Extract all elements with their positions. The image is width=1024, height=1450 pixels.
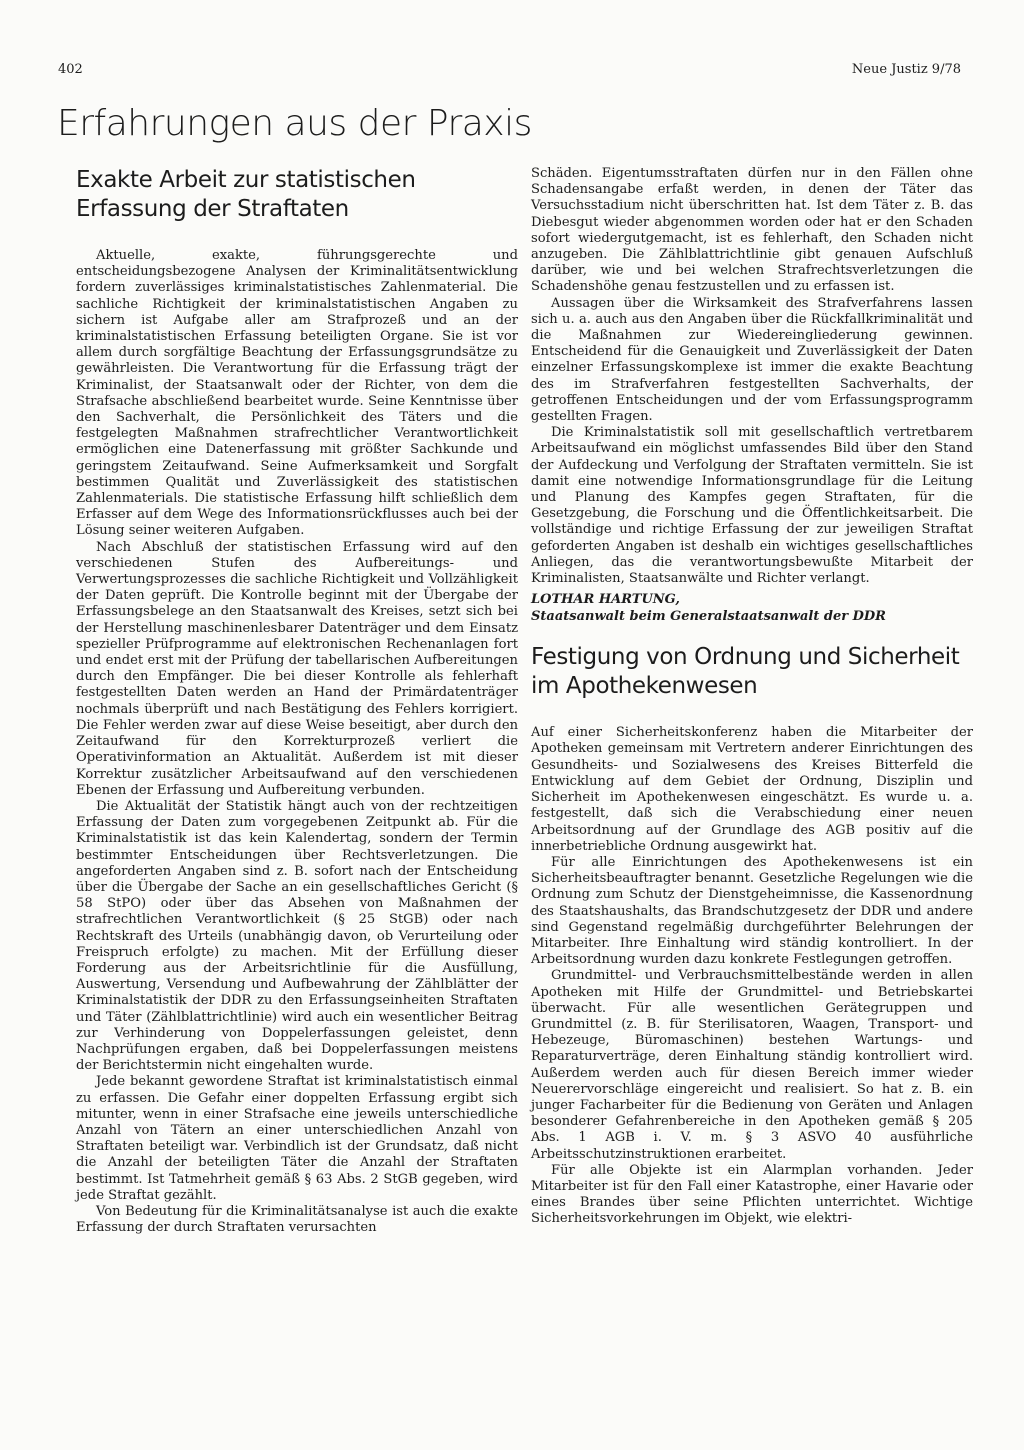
article2-paragraph: Grundmittel- und Verbrauchsmittelbestände werden in allen Apotheken mit Hilfe der Grundmittel- und Betriebskartei überwacht. Für alle wesentlichen Gerätegruppen und Grundmittel (z. B. für Sterilisatoren, Waagen, Transport- und Hebezeuge, Büromaschinen) bestehen Wartungs- und Reparaturverträge, deren Einhaltung ständig kontrolliert wird. Außerdem werden auch für diesen Bereich immer wieder Neuerervorschläge eingereicht und realisiert. So hat z. B. ein junger Facharbeiter für die Bedienung von Geräten und Anlagen besonderer Gefahrenbereiche in den Apotheken gemäß § 205 Abs. 1 AGB i. V. m. § 3 ASVO 40 ausführliche Arbeitsschutzinstruktionen erarbeitet. bbox=[531, 968, 973, 1162]
article2-paragraph: Für alle Einrichtungen des Apothekenwesens ist ein Sicherheitsbeauftragter benannt. Gesetzliche Regelungen wie die Ordnung zum Schutz der Dienstgeheimnisse, die Kassenordnung des Staatshaushalts, das Brandschutzgesetz der DDR und andere sind Gegenstand regelmäßig durchgeführter Belehrungen der Mitarbeiter. Ihre Einhaltung wird ständig kontrolliert. In der Arbeitsordnung wurden dazu konkrete Festlegungen getroffen. bbox=[531, 854, 973, 968]
article1-paragraph: Jede bekannt gewordene Straftat ist kriminalstatistisch einmal zu erfassen. Die Gefahr einer doppelten Erfassung ergibt sich mitunter, wenn in einer Strafsache eine jeweils unterschiedliche Anzahl von Tätern an einer unterschiedlichen Anzahl von Straftaten beteiligt war. Verbindlich ist der Grundsatz, daß nicht die Anzahl der beteiligten Täter die Anzahl der Straftaten bestimmt. Ist Tatmehrheit gemäß § 63 Abs. 2 StGB gegeben, wird jede Straftat gezählt. bbox=[76, 1074, 518, 1203]
article2-title: Festigung von Ordnung und Sicherheit im Apothekenwesen bbox=[531, 644, 960, 700]
article1-paragraph: Die Aktualität der Statistik hängt auch von der rechtzeitigen Erfassung der Daten zum vorgegebenen Zeitpunkt ab. Für die Kriminalstatistik ist das kein Kalendertag, sondern der Termin bestimmter Entscheidungen über Rechtsverletzungen. Die angeforderten Angaben sind z. B. sofort nach der Entscheidung über die Übergabe der Sache an ein gesellschaftliches Gericht (§ 58 StPO) oder über das Absehen von Maßnahmen der strafrechtlichen Verantwortlichkeit (§ 25 StGB) oder nach Rechtskraft des Urteils (unabhängig davon, ob Verurteilung oder Freispruch erfolgte) zu machen. Mit der Erfüllung dieser Forderung aus der Arbeitsrichtlinie für die Ausfüllung, Auswertung, Versendung und Aufbewahrung der Zählblätter der Kriminalstatistik der DDR zu den Erfassungseinheiten Straftaten und Täter (Zählblattrichtlinie) wird auch ein wesentlicher Beitrag zur Verhinderung von Doppelerfassungen geleistet, denn Nachprüfungen ergaben, daß bei Doppelerfassungen meistens der Berichtstermin nicht eingehalten wurde. bbox=[76, 798, 518, 1074]
author-name: LOTHAR HARTUNG, bbox=[531, 592, 680, 608]
article1-paragraph: Nach Abschluß der statistischen Erfassung wird auf den verschiedenen Stufen des Aufbereitungs- und Verwertungsprozesses die sachliche Richtigkeit und Vollzähligkeit der Daten geprüft. Die Kontrolle beginnt mit der Übergabe der Erfassungsbelege an den Staatsanwalt des Kreises, setzt sich bei der Herstellung maschinenlesbarer Datenträger und dem Einsatz spezieller Prüfprogramme auf elektronischen Rechenanlagen fort und endet erst mit der Prüfung der tabellarischen Aufbereitungen durch den Empfänger. Die bei dieser Kontrolle als fehlerhaft festgestellten Daten werden an Hand der Primärdatenträger nochmals überprüft und nach Bestätigung des Fehlers korrigiert. Die Fehler werden zwar auf diese Weise beseitigt, aber durch den Zeitaufwand für den Korrekturprozeß verliert die Operativinformation an Aktualität. Außerdem ist mit dieser Korrektur zusätzlicher Arbeitsaufwand auf den verschiedenen Ebenen der Erfassung und Aufbereitung verbunden. bbox=[76, 539, 518, 798]
article1-title: Exakte Arbeit zur statistischen Erfassung der Straftaten bbox=[76, 167, 416, 222]
article1-continuation: Die Kriminalstatistik soll mit gesellschaftlich vertretbarem Arbeitsaufwand ein möglichst umfassendes Bild über den Stand der Aufdeckung und Verfolgung der Straftaten vermitteln. Sie ist damit eine notwendige Informationsgrundlage für die Leitung und Planung des Kampfes gegen Straftaten, für die Gesetzgebung, die Forschung und die Öffentlichkeitsarbeit. Die vollständige und richtige Erfassung der zur jeweiligen Straftat geforderten Angaben ist deshalb ein wichtiges gesellschaftliches Anliegen, das die verantwortungsbewußte Mitarbeit der Kriminalisten, Staatsanwälte und Richter verlangt. bbox=[531, 425, 973, 587]
section-title: Erfahrungen aus der Praxis bbox=[57, 103, 532, 144]
article2-paragraph: Auf einer Sicherheitskonferenz haben die Mitarbeiter der Apotheken gemeinsam mit Vertretern anderer Einrichtungen des Gesundheits- und Sozialwesens des Kreises Bitterfeld die Entwicklung auf dem Gebiet der Ordnung, Disziplin und Sicherheit im Apothekenwesen eingeschätzt. Es wurde u. a. festgestellt, daß sich die Verabschiedung einer neuen Arbeitsordnung auf der Grundlage des AGB positiv auf die innerbetriebliche Ordnung ausgewirkt hat. bbox=[531, 725, 973, 854]
page-number: 402 bbox=[58, 62, 83, 77]
journal-issue: Neue Justiz 9/78 bbox=[851, 62, 961, 77]
article1-paragraph: Von Bedeutung für die Kriminalitätsanalyse ist auch die exakte Erfassung der durch Straftaten verursachten bbox=[76, 1203, 518, 1236]
left-column bbox=[76, 166, 518, 1236]
article2-paragraph: Für alle Objekte ist ein Alarmplan vorhanden. Jeder Mitarbeiter ist für den Fall einer Katastrophe, einer Havarie oder eines Brandes über seine Pflichten unterrichtet. Wichtige Sicherheitsvorkehrungen im Objekt, wie elektri- bbox=[531, 1162, 973, 1227]
article1-continuation: Schäden. Eigentumsstraftaten dürfen nur in den Fällen ohne Schadensangabe erfaßt werden, in denen der Täter das Versuchsstadium nicht überschritten hat. Ist dem Täter z. B. das Diebesgut wieder abgenommen worden oder hat er den Schaden sofort wiedergutgemacht, ist es fehlerhaft, den Schaden nicht anzugeben. Die Zählblattrichtlinie gibt genauen Aufschluß darüber, wie und bei welchen Strafrechtsverletzungen die Schadenshöhe genau festzustellen und zu erfassen ist. bbox=[531, 166, 973, 295]
article1-paragraph: Aktuelle, exakte, führungsgerechte und entscheidungsbezogene Analysen der Kriminalitätsentwicklung fordern zuverlässiges kriminalstatistisches Zahlenmaterial. Die sachliche Richtigkeit der kriminalstatistischen Angaben zu sichern ist Aufgabe aller am Strafprozeß und an der kriminalstatistischen Erfassung beteiligten Organe. Sie ist vor allem durch sorgfältige Beachtung der Erfassungsgrundsätze zu gewährleisten. Die Verantwortung für die Erfassung trägt der Kriminalist, der Staatsanwalt oder der Richter, von dem die Strafsache abschließend bearbeitet wurde. Seine Kenntnisse über den Sachverhalt, die Persönlichkeit des Täters und die festgelegten Maßnahmen strafrechtlicher Verantwortlichkeit ermöglichen eine Datenerfassung mit größter Sachkunde und geringstem Zeitaufwand. Seine Aufmerksamkeit und Sorgfalt bestimmen Qualität und Zuverlässigkeit des statistischen Zahlenmaterials. Die statistische Erfassung hilft schließlich dem Erfasser auf dem Wege des Informationsrückflusses auch bei der Lösung seiner weiteren Aufgaben. bbox=[76, 248, 518, 539]
right-column bbox=[531, 166, 973, 1228]
author-affiliation: Staatsanwalt beim Generalstaatsanwalt der DDR bbox=[531, 609, 886, 625]
article1-continuation: Aussagen über die Wirksamkeit des Strafverfahrens lassen sich u. a. auch aus den Angaben über die Rückfallkriminalität und die Maßnahmen zur Wiedereingliederung gewinnen. Entscheidend für die Genauigkeit und Zuverlässigkeit der Daten einzelner Erfassungskomplexe ist immer die exakte Beachtung des im Strafverfahren festgestellten Sachverhalts, der getroffenen Entscheidungen und der vom Erfassungsprogramm gestellten Fragen. bbox=[531, 295, 973, 425]
running-header bbox=[58, 62, 961, 78]
